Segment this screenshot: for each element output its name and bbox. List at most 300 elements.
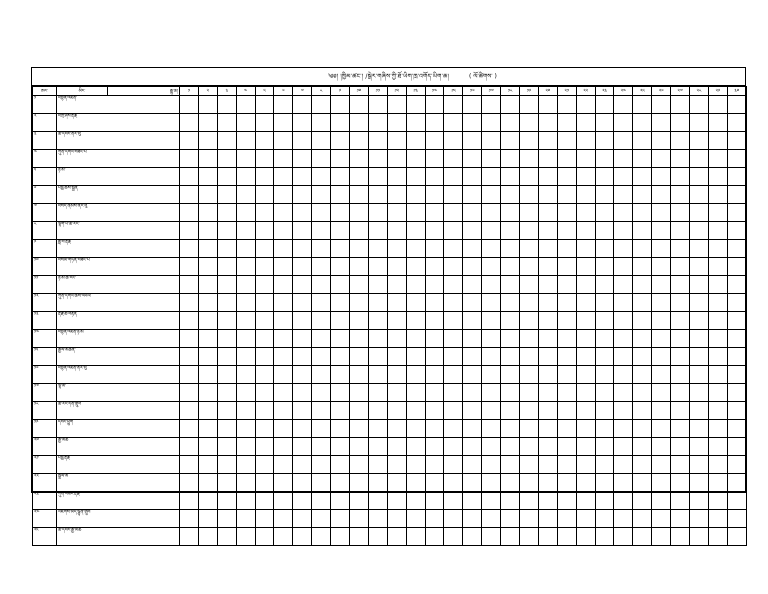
attendance-cell[interactable] xyxy=(274,384,293,402)
attendance-cell[interactable] xyxy=(671,222,690,240)
attendance-cell[interactable] xyxy=(255,492,274,510)
attendance-cell[interactable] xyxy=(576,240,595,258)
attendance-cell[interactable] xyxy=(274,186,293,204)
attendance-cell[interactable] xyxy=(350,312,369,330)
attendance-cell[interactable] xyxy=(557,114,576,132)
attendance-cell[interactable] xyxy=(350,240,369,258)
attendance-cell[interactable] xyxy=(255,240,274,258)
attendance-cell[interactable] xyxy=(633,402,652,420)
attendance-cell[interactable] xyxy=(708,510,727,528)
attendance-cell[interactable] xyxy=(331,114,350,132)
attendance-cell[interactable] xyxy=(463,186,482,204)
attendance-cell[interactable] xyxy=(633,384,652,402)
attendance-cell[interactable] xyxy=(368,96,387,114)
attendance-cell[interactable] xyxy=(576,330,595,348)
attendance-cell[interactable] xyxy=(482,258,501,276)
attendance-cell[interactable] xyxy=(482,384,501,402)
attendance-cell[interactable] xyxy=(520,510,539,528)
attendance-cell[interactable] xyxy=(217,384,236,402)
attendance-cell[interactable] xyxy=(520,222,539,240)
attendance-cell[interactable] xyxy=(425,222,444,240)
attendance-cell[interactable] xyxy=(727,366,746,384)
attendance-cell[interactable] xyxy=(652,348,671,366)
attendance-cell[interactable] xyxy=(708,132,727,150)
attendance-cell[interactable] xyxy=(501,186,520,204)
attendance-cell[interactable] xyxy=(633,168,652,186)
attendance-cell[interactable] xyxy=(180,132,199,150)
attendance-cell[interactable] xyxy=(312,456,331,474)
attendance-cell[interactable] xyxy=(501,294,520,312)
attendance-cell[interactable] xyxy=(425,438,444,456)
attendance-cell[interactable] xyxy=(501,330,520,348)
attendance-cell[interactable] xyxy=(236,492,255,510)
attendance-cell[interactable] xyxy=(236,420,255,438)
attendance-cell[interactable] xyxy=(727,204,746,222)
attendance-cell[interactable] xyxy=(217,474,236,492)
attendance-cell[interactable] xyxy=(595,348,614,366)
attendance-cell[interactable] xyxy=(576,150,595,168)
attendance-cell[interactable] xyxy=(293,150,312,168)
attendance-cell[interactable] xyxy=(274,96,293,114)
attendance-cell[interactable] xyxy=(708,240,727,258)
attendance-cell[interactable] xyxy=(217,402,236,420)
attendance-cell[interactable] xyxy=(368,114,387,132)
attendance-cell[interactable] xyxy=(198,474,217,492)
attendance-cell[interactable] xyxy=(180,276,199,294)
attendance-cell[interactable] xyxy=(406,510,425,528)
attendance-cell[interactable] xyxy=(633,456,652,474)
attendance-cell[interactable] xyxy=(652,114,671,132)
attendance-cell[interactable] xyxy=(690,258,709,276)
attendance-cell[interactable] xyxy=(708,168,727,186)
attendance-cell[interactable] xyxy=(312,96,331,114)
attendance-cell[interactable] xyxy=(444,114,463,132)
attendance-cell[interactable] xyxy=(557,474,576,492)
attendance-cell[interactable] xyxy=(463,132,482,150)
attendance-cell[interactable] xyxy=(198,384,217,402)
attendance-cell[interactable] xyxy=(463,474,482,492)
attendance-cell[interactable] xyxy=(180,294,199,312)
attendance-cell[interactable] xyxy=(425,456,444,474)
attendance-cell[interactable] xyxy=(406,330,425,348)
attendance-cell[interactable] xyxy=(350,330,369,348)
attendance-cell[interactable] xyxy=(595,474,614,492)
attendance-cell[interactable] xyxy=(557,492,576,510)
attendance-cell[interactable] xyxy=(293,366,312,384)
attendance-cell[interactable] xyxy=(406,258,425,276)
attendance-cell[interactable] xyxy=(198,150,217,168)
attendance-cell[interactable] xyxy=(387,330,406,348)
attendance-cell[interactable] xyxy=(463,384,482,402)
attendance-cell[interactable] xyxy=(350,384,369,402)
attendance-cell[interactable] xyxy=(614,384,633,402)
attendance-cell[interactable] xyxy=(274,132,293,150)
attendance-cell[interactable] xyxy=(331,438,350,456)
attendance-cell[interactable] xyxy=(690,294,709,312)
attendance-cell[interactable] xyxy=(217,222,236,240)
attendance-cell[interactable] xyxy=(614,186,633,204)
attendance-cell[interactable] xyxy=(576,204,595,222)
attendance-cell[interactable] xyxy=(236,168,255,186)
attendance-cell[interactable] xyxy=(350,366,369,384)
attendance-cell[interactable] xyxy=(368,258,387,276)
attendance-cell[interactable] xyxy=(463,168,482,186)
attendance-cell[interactable] xyxy=(180,456,199,474)
attendance-cell[interactable] xyxy=(708,474,727,492)
attendance-cell[interactable] xyxy=(350,510,369,528)
attendance-cell[interactable] xyxy=(255,186,274,204)
attendance-cell[interactable] xyxy=(387,456,406,474)
attendance-cell[interactable] xyxy=(217,258,236,276)
attendance-cell[interactable] xyxy=(576,420,595,438)
attendance-cell[interactable] xyxy=(690,330,709,348)
attendance-cell[interactable] xyxy=(595,168,614,186)
attendance-cell[interactable] xyxy=(255,510,274,528)
attendance-cell[interactable] xyxy=(671,96,690,114)
attendance-cell[interactable] xyxy=(463,528,482,546)
attendance-cell[interactable] xyxy=(614,420,633,438)
attendance-cell[interactable] xyxy=(576,168,595,186)
attendance-cell[interactable] xyxy=(690,222,709,240)
attendance-cell[interactable] xyxy=(331,510,350,528)
attendance-cell[interactable] xyxy=(652,240,671,258)
attendance-cell[interactable] xyxy=(255,222,274,240)
attendance-cell[interactable] xyxy=(255,132,274,150)
attendance-cell[interactable] xyxy=(217,366,236,384)
attendance-cell[interactable] xyxy=(387,132,406,150)
attendance-cell[interactable] xyxy=(255,348,274,366)
attendance-cell[interactable] xyxy=(463,402,482,420)
attendance-cell[interactable] xyxy=(425,258,444,276)
attendance-cell[interactable] xyxy=(331,348,350,366)
attendance-cell[interactable] xyxy=(368,204,387,222)
attendance-cell[interactable] xyxy=(463,438,482,456)
attendance-cell[interactable] xyxy=(236,258,255,276)
attendance-cell[interactable] xyxy=(538,132,557,150)
attendance-cell[interactable] xyxy=(671,348,690,366)
attendance-cell[interactable] xyxy=(425,96,444,114)
attendance-cell[interactable] xyxy=(180,312,199,330)
attendance-cell[interactable] xyxy=(633,420,652,438)
attendance-cell[interactable] xyxy=(368,276,387,294)
attendance-cell[interactable] xyxy=(255,438,274,456)
attendance-cell[interactable] xyxy=(350,168,369,186)
attendance-cell[interactable] xyxy=(614,330,633,348)
attendance-cell[interactable] xyxy=(217,114,236,132)
attendance-cell[interactable] xyxy=(501,366,520,384)
attendance-cell[interactable] xyxy=(406,456,425,474)
attendance-cell[interactable] xyxy=(538,222,557,240)
attendance-cell[interactable] xyxy=(482,348,501,366)
attendance-cell[interactable] xyxy=(614,456,633,474)
attendance-cell[interactable] xyxy=(293,222,312,240)
attendance-cell[interactable] xyxy=(198,204,217,222)
attendance-cell[interactable] xyxy=(595,510,614,528)
attendance-cell[interactable] xyxy=(690,348,709,366)
attendance-cell[interactable] xyxy=(463,258,482,276)
attendance-cell[interactable] xyxy=(482,96,501,114)
attendance-cell[interactable] xyxy=(652,258,671,276)
attendance-cell[interactable] xyxy=(387,312,406,330)
attendance-cell[interactable] xyxy=(217,294,236,312)
attendance-cell[interactable] xyxy=(557,510,576,528)
attendance-cell[interactable] xyxy=(198,240,217,258)
attendance-cell[interactable] xyxy=(576,528,595,546)
attendance-cell[interactable] xyxy=(180,240,199,258)
attendance-cell[interactable] xyxy=(652,528,671,546)
attendance-cell[interactable] xyxy=(463,312,482,330)
attendance-cell[interactable] xyxy=(425,312,444,330)
attendance-cell[interactable] xyxy=(255,528,274,546)
attendance-cell[interactable] xyxy=(236,222,255,240)
attendance-cell[interactable] xyxy=(690,168,709,186)
attendance-cell[interactable] xyxy=(727,240,746,258)
attendance-cell[interactable] xyxy=(633,240,652,258)
attendance-cell[interactable] xyxy=(520,330,539,348)
attendance-cell[interactable] xyxy=(576,366,595,384)
attendance-cell[interactable] xyxy=(482,186,501,204)
attendance-cell[interactable] xyxy=(690,96,709,114)
attendance-cell[interactable] xyxy=(293,132,312,150)
attendance-cell[interactable] xyxy=(652,150,671,168)
attendance-cell[interactable] xyxy=(501,456,520,474)
attendance-cell[interactable] xyxy=(652,312,671,330)
attendance-cell[interactable] xyxy=(444,474,463,492)
attendance-cell[interactable] xyxy=(727,96,746,114)
attendance-cell[interactable] xyxy=(350,132,369,150)
attendance-cell[interactable] xyxy=(501,132,520,150)
attendance-cell[interactable] xyxy=(501,96,520,114)
attendance-cell[interactable] xyxy=(236,366,255,384)
attendance-cell[interactable] xyxy=(727,168,746,186)
attendance-cell[interactable] xyxy=(557,528,576,546)
attendance-cell[interactable] xyxy=(633,258,652,276)
attendance-cell[interactable] xyxy=(576,294,595,312)
attendance-cell[interactable] xyxy=(293,474,312,492)
attendance-cell[interactable] xyxy=(368,474,387,492)
attendance-cell[interactable] xyxy=(595,222,614,240)
attendance-cell[interactable] xyxy=(274,528,293,546)
attendance-cell[interactable] xyxy=(633,438,652,456)
attendance-cell[interactable] xyxy=(595,294,614,312)
attendance-cell[interactable] xyxy=(576,348,595,366)
attendance-cell[interactable] xyxy=(727,348,746,366)
attendance-cell[interactable] xyxy=(293,186,312,204)
attendance-cell[interactable] xyxy=(538,384,557,402)
attendance-cell[interactable] xyxy=(293,456,312,474)
attendance-cell[interactable] xyxy=(425,114,444,132)
attendance-cell[interactable] xyxy=(293,348,312,366)
attendance-cell[interactable] xyxy=(614,528,633,546)
attendance-cell[interactable] xyxy=(538,330,557,348)
attendance-cell[interactable] xyxy=(690,276,709,294)
attendance-cell[interactable] xyxy=(501,204,520,222)
attendance-cell[interactable] xyxy=(671,240,690,258)
attendance-cell[interactable] xyxy=(614,348,633,366)
attendance-cell[interactable] xyxy=(368,366,387,384)
attendance-cell[interactable] xyxy=(482,168,501,186)
attendance-cell[interactable] xyxy=(576,96,595,114)
attendance-cell[interactable] xyxy=(406,186,425,204)
attendance-cell[interactable] xyxy=(217,312,236,330)
attendance-cell[interactable] xyxy=(501,528,520,546)
attendance-cell[interactable] xyxy=(520,348,539,366)
attendance-cell[interactable] xyxy=(444,402,463,420)
attendance-cell[interactable] xyxy=(520,294,539,312)
attendance-cell[interactable] xyxy=(198,492,217,510)
attendance-cell[interactable] xyxy=(255,276,274,294)
attendance-cell[interactable] xyxy=(595,150,614,168)
attendance-cell[interactable] xyxy=(255,366,274,384)
attendance-cell[interactable] xyxy=(557,294,576,312)
attendance-cell[interactable] xyxy=(217,96,236,114)
attendance-cell[interactable] xyxy=(538,438,557,456)
attendance-cell[interactable] xyxy=(690,384,709,402)
attendance-cell[interactable] xyxy=(312,384,331,402)
attendance-cell[interactable] xyxy=(463,366,482,384)
attendance-cell[interactable] xyxy=(387,276,406,294)
attendance-cell[interactable] xyxy=(217,348,236,366)
attendance-cell[interactable] xyxy=(463,456,482,474)
attendance-cell[interactable] xyxy=(595,330,614,348)
attendance-cell[interactable] xyxy=(633,366,652,384)
attendance-cell[interactable] xyxy=(614,96,633,114)
attendance-cell[interactable] xyxy=(708,222,727,240)
attendance-cell[interactable] xyxy=(708,330,727,348)
attendance-cell[interactable] xyxy=(368,420,387,438)
attendance-cell[interactable] xyxy=(501,438,520,456)
attendance-cell[interactable] xyxy=(255,402,274,420)
attendance-cell[interactable] xyxy=(387,96,406,114)
attendance-cell[interactable] xyxy=(331,276,350,294)
attendance-cell[interactable] xyxy=(520,366,539,384)
attendance-cell[interactable] xyxy=(538,528,557,546)
attendance-cell[interactable] xyxy=(444,258,463,276)
attendance-cell[interactable] xyxy=(614,294,633,312)
attendance-cell[interactable] xyxy=(198,438,217,456)
attendance-cell[interactable] xyxy=(444,312,463,330)
attendance-cell[interactable] xyxy=(520,492,539,510)
attendance-cell[interactable] xyxy=(708,420,727,438)
attendance-cell[interactable] xyxy=(406,240,425,258)
attendance-cell[interactable] xyxy=(501,420,520,438)
attendance-cell[interactable] xyxy=(482,474,501,492)
attendance-cell[interactable] xyxy=(538,420,557,438)
attendance-cell[interactable] xyxy=(236,456,255,474)
attendance-cell[interactable] xyxy=(274,420,293,438)
attendance-cell[interactable] xyxy=(482,510,501,528)
attendance-cell[interactable] xyxy=(236,528,255,546)
attendance-cell[interactable] xyxy=(236,510,255,528)
attendance-cell[interactable] xyxy=(538,456,557,474)
attendance-cell[interactable] xyxy=(274,204,293,222)
attendance-cell[interactable] xyxy=(501,312,520,330)
attendance-cell[interactable] xyxy=(708,150,727,168)
attendance-cell[interactable] xyxy=(482,402,501,420)
attendance-cell[interactable] xyxy=(444,150,463,168)
attendance-cell[interactable] xyxy=(463,276,482,294)
attendance-cell[interactable] xyxy=(652,168,671,186)
attendance-cell[interactable] xyxy=(293,510,312,528)
attendance-cell[interactable] xyxy=(614,204,633,222)
attendance-cell[interactable] xyxy=(690,492,709,510)
attendance-cell[interactable] xyxy=(482,420,501,438)
attendance-cell[interactable] xyxy=(312,186,331,204)
attendance-cell[interactable] xyxy=(368,384,387,402)
attendance-cell[interactable] xyxy=(350,402,369,420)
attendance-cell[interactable] xyxy=(708,258,727,276)
attendance-cell[interactable] xyxy=(520,258,539,276)
attendance-cell[interactable] xyxy=(368,186,387,204)
attendance-cell[interactable] xyxy=(293,528,312,546)
attendance-cell[interactable] xyxy=(520,276,539,294)
attendance-cell[interactable] xyxy=(463,294,482,312)
attendance-cell[interactable] xyxy=(463,96,482,114)
attendance-cell[interactable] xyxy=(312,420,331,438)
attendance-cell[interactable] xyxy=(444,348,463,366)
attendance-cell[interactable] xyxy=(501,474,520,492)
attendance-cell[interactable] xyxy=(633,492,652,510)
attendance-cell[interactable] xyxy=(557,402,576,420)
attendance-cell[interactable] xyxy=(255,474,274,492)
attendance-cell[interactable] xyxy=(557,204,576,222)
attendance-cell[interactable] xyxy=(538,312,557,330)
attendance-cell[interactable] xyxy=(633,204,652,222)
attendance-cell[interactable] xyxy=(406,114,425,132)
attendance-cell[interactable] xyxy=(538,510,557,528)
attendance-cell[interactable] xyxy=(198,132,217,150)
attendance-cell[interactable] xyxy=(217,240,236,258)
attendance-cell[interactable] xyxy=(652,294,671,312)
attendance-cell[interactable] xyxy=(708,114,727,132)
attendance-cell[interactable] xyxy=(236,276,255,294)
attendance-cell[interactable] xyxy=(406,96,425,114)
attendance-cell[interactable] xyxy=(538,276,557,294)
attendance-cell[interactable] xyxy=(482,132,501,150)
attendance-cell[interactable] xyxy=(198,258,217,276)
attendance-cell[interactable] xyxy=(236,186,255,204)
attendance-cell[interactable] xyxy=(595,312,614,330)
attendance-cell[interactable] xyxy=(274,276,293,294)
attendance-cell[interactable] xyxy=(557,240,576,258)
attendance-cell[interactable] xyxy=(350,204,369,222)
attendance-cell[interactable] xyxy=(708,348,727,366)
attendance-cell[interactable] xyxy=(501,150,520,168)
attendance-cell[interactable] xyxy=(180,258,199,276)
attendance-cell[interactable] xyxy=(350,348,369,366)
attendance-cell[interactable] xyxy=(198,168,217,186)
attendance-cell[interactable] xyxy=(368,492,387,510)
attendance-cell[interactable] xyxy=(312,276,331,294)
attendance-cell[interactable] xyxy=(217,150,236,168)
attendance-cell[interactable] xyxy=(217,186,236,204)
attendance-cell[interactable] xyxy=(312,168,331,186)
attendance-cell[interactable] xyxy=(463,330,482,348)
attendance-cell[interactable] xyxy=(236,438,255,456)
attendance-cell[interactable] xyxy=(255,456,274,474)
attendance-cell[interactable] xyxy=(557,276,576,294)
attendance-cell[interactable] xyxy=(406,474,425,492)
attendance-cell[interactable] xyxy=(312,474,331,492)
attendance-cell[interactable] xyxy=(614,168,633,186)
attendance-cell[interactable] xyxy=(557,258,576,276)
attendance-cell[interactable] xyxy=(482,114,501,132)
attendance-cell[interactable] xyxy=(614,114,633,132)
attendance-cell[interactable] xyxy=(671,528,690,546)
attendance-cell[interactable] xyxy=(633,348,652,366)
attendance-cell[interactable] xyxy=(501,258,520,276)
attendance-cell[interactable] xyxy=(406,438,425,456)
